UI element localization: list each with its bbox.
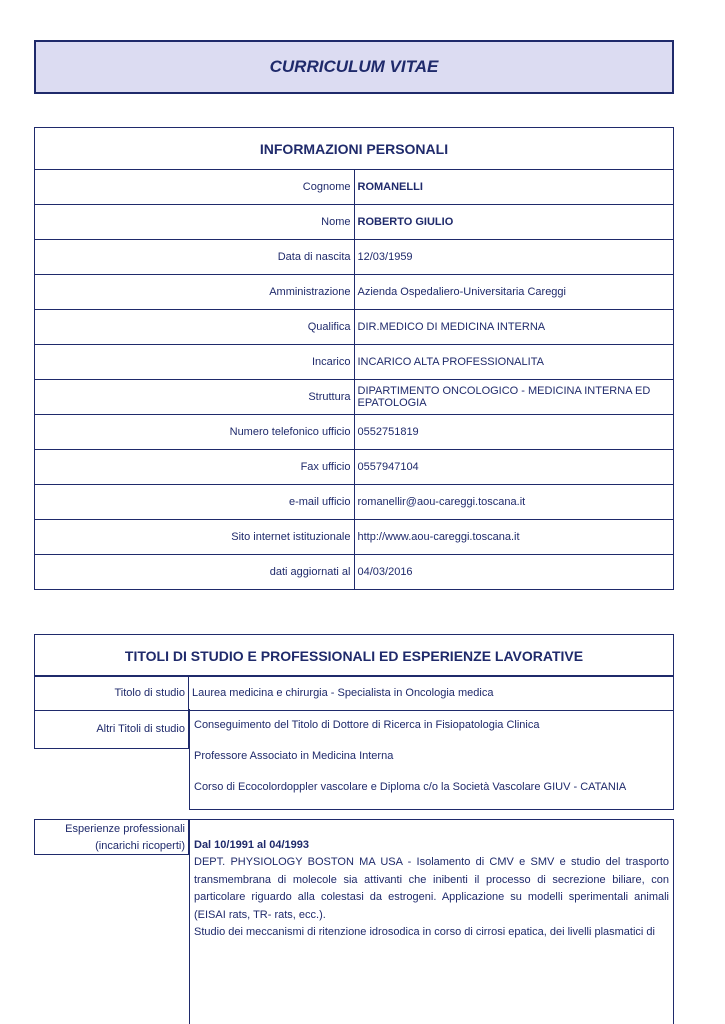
field-label: Data di nascita <box>35 240 355 275</box>
field-value: ROMANELLI <box>354 170 674 205</box>
list-item: Corso di Ecocolordoppler vascolare e Diploma c/o la Società Vascolare GIUV - CATANIA <box>194 781 627 793</box>
esperienze-description: DEPT. PHYSIOLOGY BOSTON MA USA - Isolamento di CMV e SMV e studio del trasporto transmembrana di molecole sia attivanti che inibenti il processo di secrezione biliare, con particolare riguardo alla colestasi da estrogeni. Applicazione su modelli sperimentali animali (EISAI rats, TR- rats, ecc.). <box>194 856 669 921</box>
table-row <box>35 240 674 275</box>
field-value: Laurea medicina e chirurgia - Specialista in Oncologia medica <box>189 676 674 711</box>
table-row <box>35 380 674 415</box>
field-value: 04/03/2016 <box>354 555 674 590</box>
field-value: DIR.MEDICO DI MEDICINA INTERNA <box>354 310 674 345</box>
field-label: Qualifica <box>35 310 355 345</box>
field-label: Sito internet istituzionale <box>35 520 355 555</box>
field-label: Struttura <box>35 380 355 415</box>
field-value: Azienda Ospedaliero-Universitaria Careggi <box>354 275 674 310</box>
field-value: 0552751819 <box>354 415 674 450</box>
email-value[interactable]: romanellir@aou-careggi.toscana.it <box>354 485 674 520</box>
table-row <box>35 345 674 380</box>
website-link[interactable]: http://www.aou-careggi.toscana.it <box>354 520 674 555</box>
altri-titoli-values <box>189 709 674 810</box>
table-row <box>35 170 674 205</box>
table-row <box>35 205 674 240</box>
esperienze-label-line-2: (incarichi ricoperti) <box>95 840 185 852</box>
esperienze-label <box>34 819 189 855</box>
studies-heading-table <box>34 634 674 677</box>
table-row <box>35 310 674 345</box>
table-row <box>35 485 674 520</box>
esperienze-period: Dal 10/1991 al 04/1993 <box>194 839 309 851</box>
field-value: 0557947104 <box>354 450 674 485</box>
studies-heading: TITOLI DI STUDIO E PROFESSIONALI ED ESPERIENZE LAVORATIVE <box>35 635 674 677</box>
field-label: Numero telefonico ufficio <box>35 415 355 450</box>
cv-title-box <box>34 40 674 94</box>
table-row <box>35 676 674 711</box>
esperienze-description-continued: Studio dei meccanismi di ritenzione idrosodica in corso di cirrosi epatica, dei livelli plasmatici di <box>194 926 655 938</box>
field-label: dati aggiornati al <box>35 555 355 590</box>
table-row <box>35 555 674 590</box>
titolo-studio-table <box>34 675 674 711</box>
table-row <box>35 275 674 310</box>
field-label: Incarico <box>35 345 355 380</box>
field-label: Amministrazione <box>35 275 355 310</box>
field-label: Fax ufficio <box>35 450 355 485</box>
table-row <box>35 520 674 555</box>
table-row <box>35 450 674 485</box>
altri-titoli-label: Altri Titoli di studio <box>34 709 189 749</box>
esperienze-content <box>189 819 674 1024</box>
field-value: ROBERTO GIULIO <box>354 205 674 240</box>
table-row <box>35 415 674 450</box>
field-value: INCARICO ALTA PROFESSIONALITA <box>354 345 674 380</box>
field-label: Titolo di studio <box>35 676 189 711</box>
list-item: Conseguimento del Titolo di Dottore di Ricerca in Fisiopatologia Clinica <box>194 719 540 731</box>
esperienze-label-line-1: Esperienze professionali <box>65 823 185 835</box>
personal-info-heading: INFORMAZIONI PERSONALI <box>35 128 674 170</box>
cv-title: CURRICULUM VITAE <box>269 57 439 76</box>
personal-info-table <box>34 127 674 590</box>
field-value: DIPARTIMENTO ONCOLOGICO - MEDICINA INTERNA ED EPATOLOGIA <box>354 380 674 415</box>
field-label: Nome <box>35 205 355 240</box>
field-label: Cognome <box>35 170 355 205</box>
field-label: e-mail ufficio <box>35 485 355 520</box>
field-value: 12/03/1959 <box>354 240 674 275</box>
list-item: Professore Associato in Medicina Interna <box>194 750 394 762</box>
